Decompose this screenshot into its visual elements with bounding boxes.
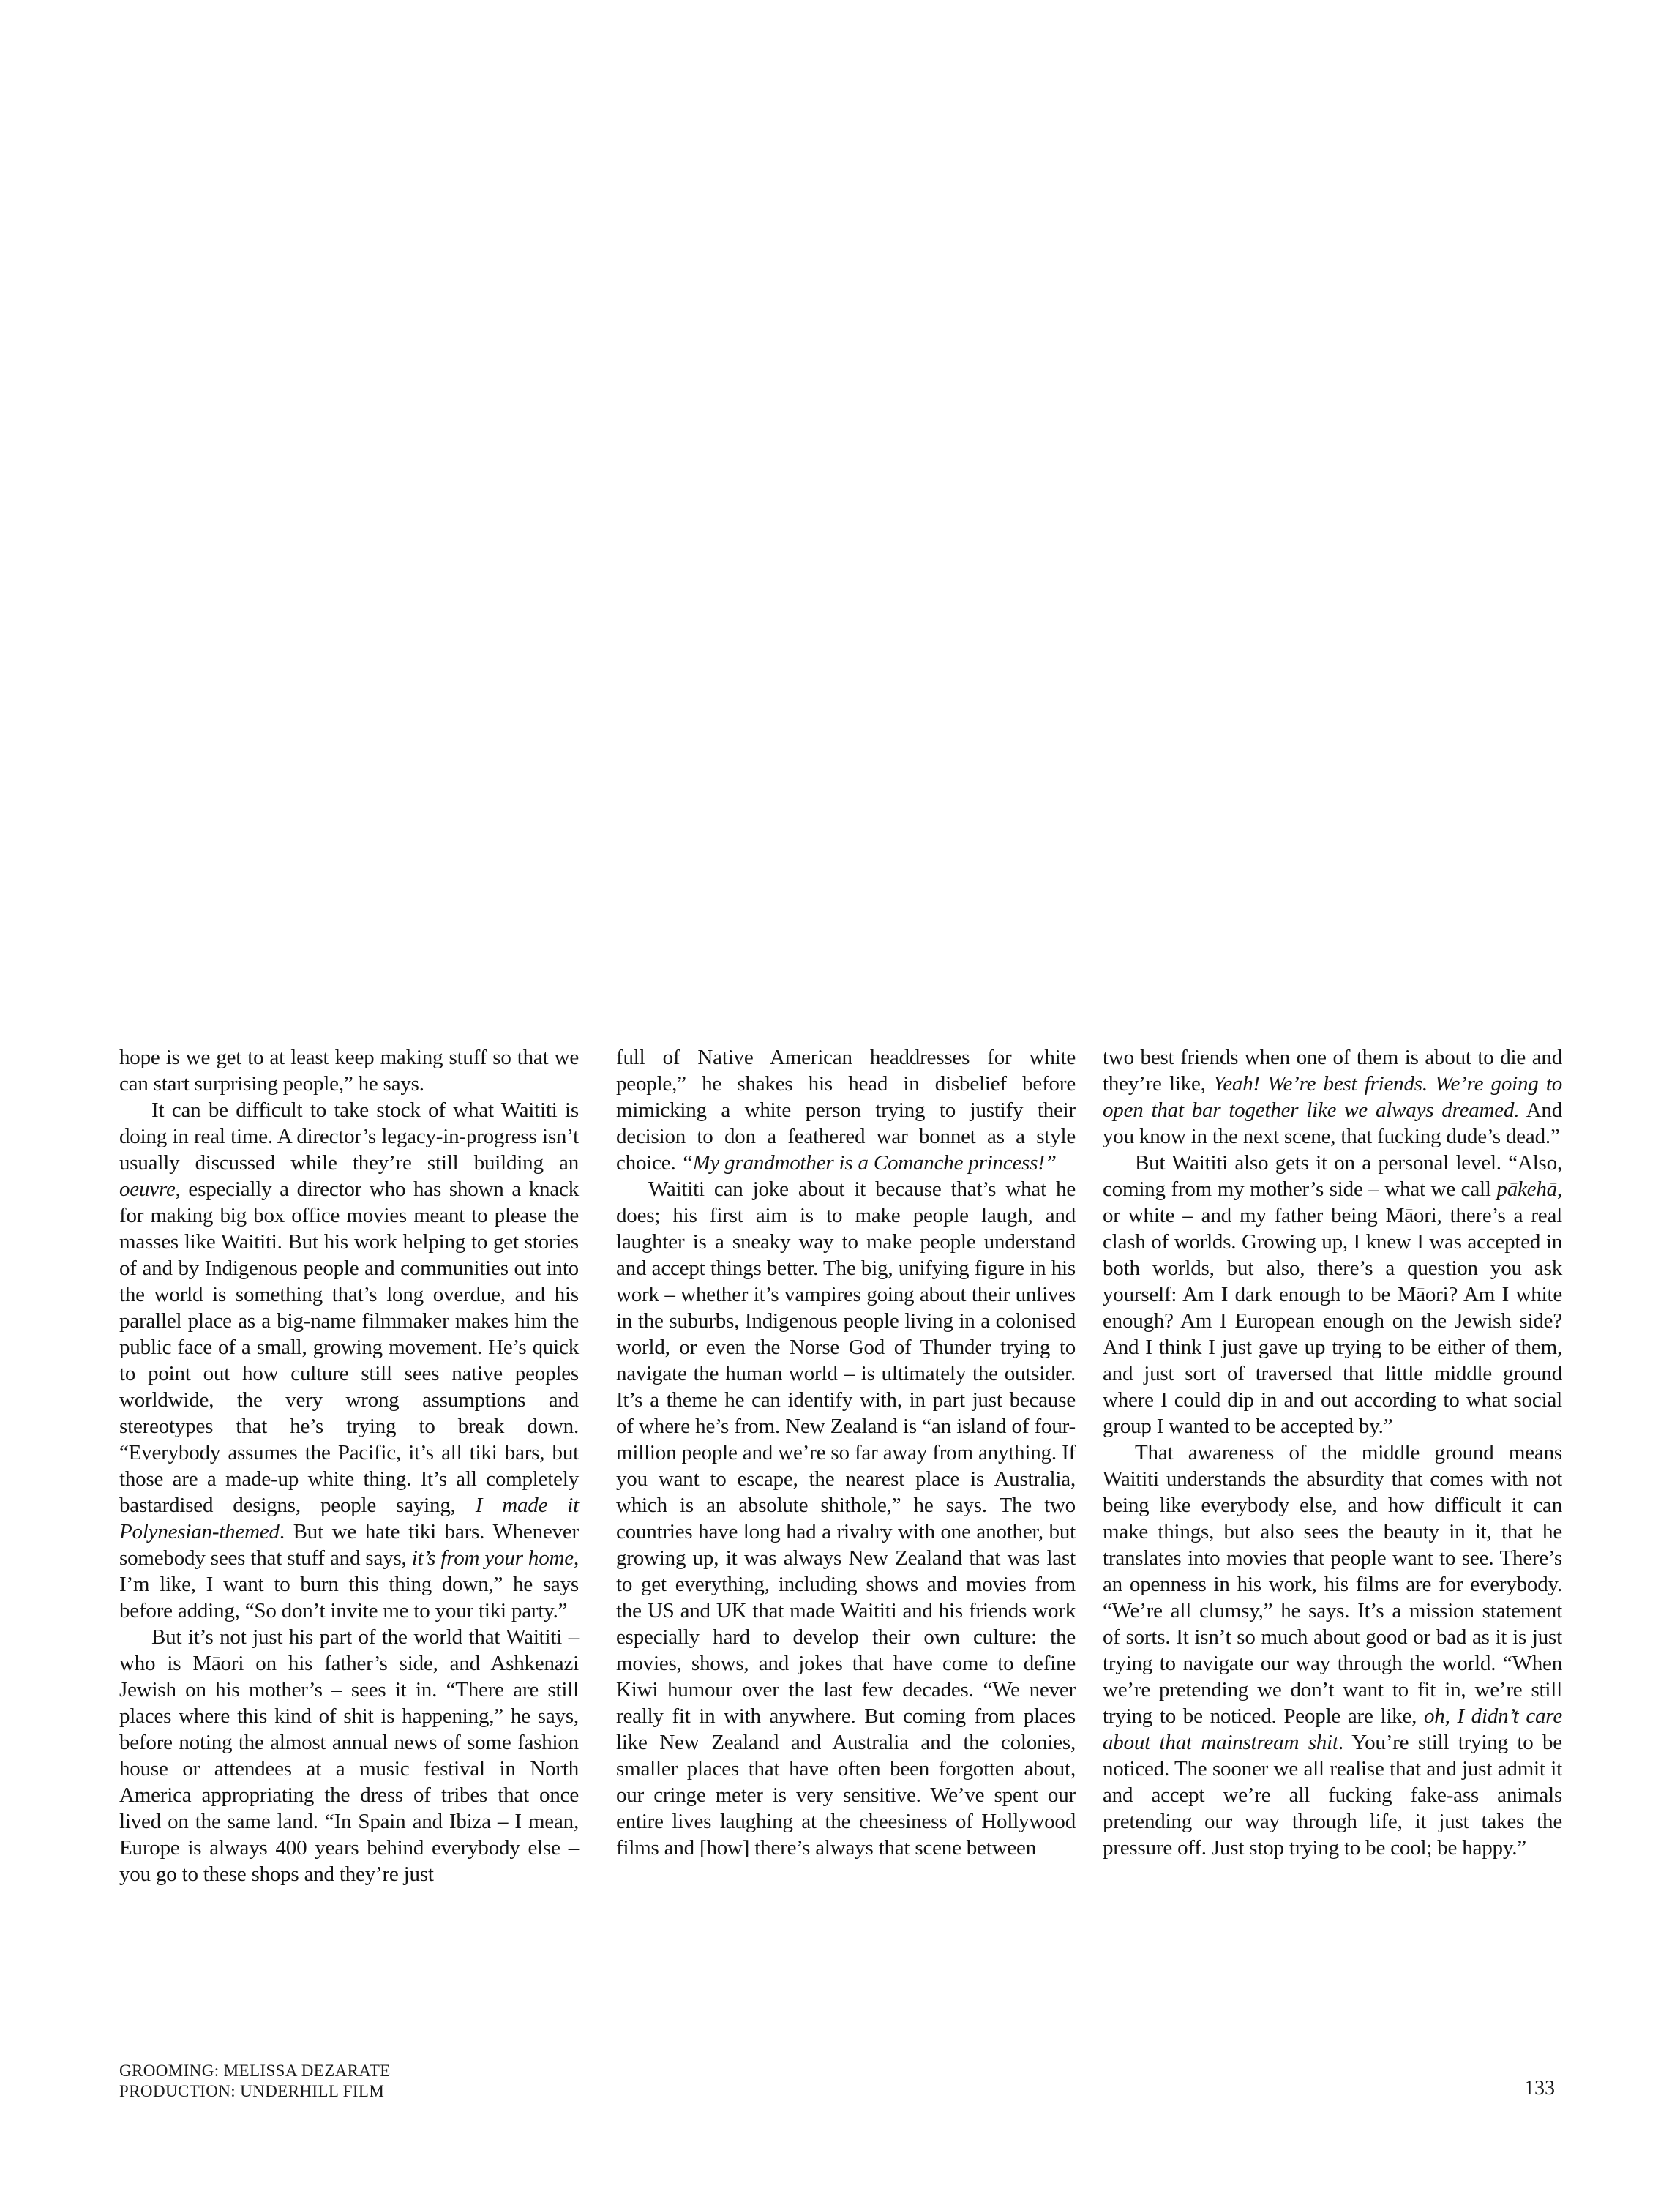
- page-number: 133: [1524, 2077, 1555, 2100]
- credit-grooming: GROOMING: MELISSA DEZARATE: [119, 2062, 391, 2080]
- paragraph: Waititi can joke about it because that’s what he does; his first aim is to make people laugh, and laughter is a sneaky way to make people understand and accept things better. The big, unifying figure in his work – whether it’s vampires going about their unlives in the suburbs, Indigenous people living in a colonised world, or even the Norse God of Thunder trying to navigate the human world – is ultimately the outsider. It’s a theme he can identify with, in part just because of where he’s from. New Zealand is “an island of four-million people and we’re so far away from anything. If you want to escape, the nearest place is Australia, which is an absolute shithole,” he says. The two countries have long had a rivalry with one another, but growing up, it was always New Zealand that was last to get everything, including shows and movies from the US and UK that made Waititi and his friends work especially hard to develop their own culture: the movies, shows, and jokes that have come to define Kiwi humour over the last few decades. “We never really fit in with anywhere. But coming from places like New Zealand and Australia and the colonies, smaller places that have often been forgotten about, our cringe meter is very sensitive. We’ve spent our entire lives laughing at the cheesiness of Hollywood films and [how] there’s always that scene between: [616, 1178, 1076, 1860]
- paragraph: full of Native American headdresses for white people,” he shakes his head in disbelief before mimicking a white person trying to justify their decision to don a feathered war bonnet as a style choice. “My grandmother is a Comanche princess!”: [616, 1046, 1076, 1175]
- credit-production: PRODUCTION: UNDERHILL FILM: [119, 2082, 385, 2100]
- paragraph: That awareness of the middle ground means Waititi understands the absurdity that comes with not being like everybody else, and how difficult it can make things, but also sees the beauty in it, that he translates into movies that people want to see. There’s an openness in his work, his films are for everybody. “We’re all clumsy,” he says. It’s a mission statement of sorts. It isn’t so much about good or bad as it is just trying to navigate our way through the world. “When we’re pretending we don’t want to fit in, we’re still trying to be noticed. People are like, oh, I didn’t care about that mainstream shit. You’re still trying to be noticed. The sooner we all realise that and just admit it and accept we’re all fucking fake-ass animals pretending our way through life, it just takes the pressure off. Just stop trying to be cool; be happy.”: [1103, 1441, 1562, 1860]
- article-column-1: [119, 1044, 579, 1887]
- paragraph: two best friends when one of them is about to die and they’re like, Yeah! We’re best friends. We’re going to open that bar together like we always dreamed. And you know in the next scene, that fucking dude’s dead.”: [1103, 1046, 1562, 1148]
- paragraph: But it’s not just his part of the world that Waititi – who is Māori on his father’s side, and Ashkenazi Jewish on his mother’s – sees it in. “There are still places where this kind of shit is happening,” he says, before noting the almost annual news of some fashion house or attendees at a music festival in North America appropriating the dress of tribes that once lived on the same land. “In Spain and Ibiza – I mean, Europe is always 400 years behind everybody else – you go to these shops and they’re just: [119, 1625, 579, 1886]
- paragraph: hope is we get to at least keep making stuff so that we can start surprising people,” he says.: [119, 1046, 579, 1096]
- paragraph: It can be difficult to take stock of what Waititi is doing in real time. A director’s legacy-in-progress isn’t usually discussed while they’re still building an oeuvre, especially a director who has shown a knack for making big box office movies meant to please the masses like Waititi. But his work helping to get stories of and by Indigenous people and communities out into the world is something that’s long overdue, and his parallel place as a big-name filmmaker makes him the public face of a small, growing movement. He’s quick to point out how culture still sees native peoples worldwide, the very wrong assumptions and stereotypes that he’s trying to break down. “Everybody assumes the Pacific, it’s all tiki bars, but those are a made-up white thing. It’s all completely bastardised designs, people saying, I made it Polynesian-themed. But we hate tiki bars. Whenever somebody sees that stuff and says, it’s from your home, I’m like, I want to burn this thing down,” he says before adding, “So don’t invite me to your tiki party.”: [119, 1098, 580, 1622]
- article-column-2: [616, 1044, 1076, 1861]
- article-column-3: [1103, 1044, 1562, 1861]
- paragraph: But Waititi also gets it on a personal level. “Also, coming from my mother’s side – what we call pākehā, or white – and my father being Māori, there’s a real clash of worlds. Growing up, I knew I was accepted in both worlds, but also, there’s a question you ask yourself: Am I dark enough to be Māori? Am I white enough? Am I European enough on the Jewish side? And I think I just gave up trying to be either of them, and just sort of traversed that little middle ground where I could dip in and out according to what social group I wanted to be accepted by.”: [1103, 1151, 1562, 1438]
- credits-block: [119, 2061, 391, 2102]
